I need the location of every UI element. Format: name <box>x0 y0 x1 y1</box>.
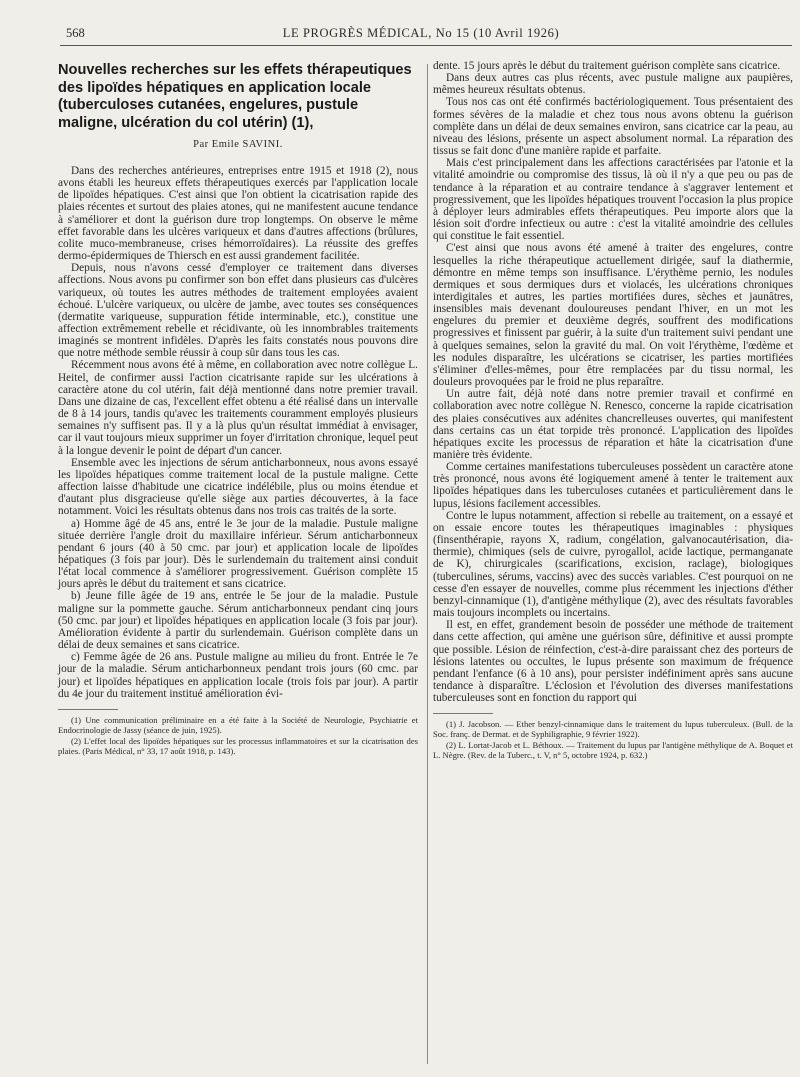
right-column <box>433 60 793 761</box>
paragraph: Tous nos cas ont été confirmés bactériologiquement. Tous présentaient des formes sévères de la maladie et chez tous nous avons obtenu la guérison complète dans un délai de deux semaines environ, sans cicatrice car la peau, au niveau des lésions, présente un aspect absolument normal. La réparation des tissus se fait donc d'une manière rapide et parfaite. <box>433 96 793 158</box>
paragraph: Depuis, nous n'avons cessé d'employer ce traitement dans diverses affections. Nous avons pu confirmer son bon effet dans plusieurs cas d'ulcères variqueux, où toutes les autres méthodes de traitement employées avaient échoué. L'ulcère variqueux, ou ulcère de jambe, avec toutes ses conséquences (dermatite variqueuse, suppuration fétide interminable, etc.), constitue une affection extrêmement rebelle et récidivante, où les innombrables traitements imaginés se montrent infidèles. D'après les faits constatés nous pouvons dire que notre méthode semble réussir à coup sûr dans tous les cas. <box>58 262 418 360</box>
left-column <box>58 60 418 757</box>
paragraph: Mais c'est principalement dans les affections caractérisées par l'atonie et la vitalité amoindrie ou compromise des tissus, là où il n'y a que peu ou pas de tendance à la réparation et au contraire tendance à s'aggraver lentement et progressivement, que les lipoïdes hépatiques trouvent l'occasion la plus propice à déployer leurs admirables effets thérapeutiques. Peu importe alors que la lésion soit d'ordre infectieux ou autre : c'est la vitalité amoindrie des cellules qui constitue le fait essentiel. <box>433 157 793 243</box>
page-number: 568 <box>66 26 85 40</box>
running-header <box>66 24 776 46</box>
footnote: (1) J. Jacobson. — Ether benzyl-cinnamique dans le traitement du lupus tuberculeux. (Bull. de la Soc. franç. de Dermat. et de Syphiligraphie, 9 février 1922). <box>433 719 793 740</box>
paragraph: Un autre fait, déjà noté dans notre premier travail et confirmé en collaboration avec notre collègue N. Renesco, concerne la rapide cicatrisation des plaies consécutives aux adénites chancrelleuses ouvertes, qui manifestent dans certains cas un état torpide très prononcé. L'application des lipoïdes hépatiques excite les processus de réparation et hâte la cicatrisation d'une manière très évidente. <box>433 388 793 461</box>
paragraph: Récemment nous avons été à même, en collaboration avec notre collègue L. Heitel, de confirmer aussi l'action cicatrisante rapide sur les ulcérations à caractère atone du col utérin, fait déjà mentionné dans notre premier travail. Dans une dizaine de cas, l'excellent effet obtenu a été réalisé dans un intervalle de 8 à 14 jours, tandis qu'avec les traitements couramment employés plusieurs semaines n'y suffisent pas. Il y a là plus qu'un résultat immédiat à envisager, car il vaut toujours mieux supprimer un foyer d'irritation chronique, lequel peut à la longue devenir le point de départ d'un cancer. <box>58 359 418 457</box>
case-item: a) Homme âgé de 45 ans, entré le 3e jour de la maladie. Pustule maligne située derrière l'angle droit du maxillaire inférieur. Sérum anticharbonneux pendant 6 jours (40 à 50 cmc. par jour) et application locale de lipoïdes hépatiques (3 fois par jour). Dès le surlendemain du traitement ainsi conduit l'état local commence à s'améliorer progressivement. Guérison complète 15 jours après le début du traitement et sans cicatrice. <box>58 517 418 591</box>
paragraph: C'est ainsi que nous avons été amené à traiter des engelures, contre lesquelles la riche thérapeutique actuellement dirigée, sauf la diathermie, démontre en même temps son insuffisance. L'érythème pernio, les nodules dermiques et sous dermiques durs et violacés, les ulcérations chroniques interdigitales et autres, les parties mortifiées dures, sèches et jaunâtres, insensibles mais devenant douloureuses pendant l'hiver, en un mot les engelures du premier et deuxième degrés, souffrent des modifications progressives et finissent par guérir, à la suite d'un traitement suivi pendant une à quelques semaines, selon la gravité du mal. On voit l'érythème, l'œdème et les nodules disparaître, les ulcérations se cicatriser, les parties mortifiées s'éliminer d'elles-mêmes, pour être remplacées par du tissu normal, les douleurs provoquées par le froid ne plus reparaître. <box>433 242 793 389</box>
article-author: Par Emile SAVINI. <box>193 138 283 150</box>
article-title: Nouvelles recherches sur les effets thérapeutiques des lipoïdes hépatiques en application locale (tuberculoses cutanées, engelures, pustule maligne, ulcération du col utérin) (1), <box>58 62 412 132</box>
column-divider <box>427 64 428 1064</box>
paragraph: Ensemble avec les injections de sérum anticharbonneux, nous avons essayé les lipoïdes hépatiques comme traitement local de la pustule maligne. Cette affection laisse d'habitude une cicatrice indélébile, plus ou moins étendue et d'autant plus disgracieuse qu'elle siège aux parties découvertes, à la face notamment. Voici les résultats obtenus dans nos trois cas traités de la sorte. <box>58 456 418 518</box>
paragraph: Dans deux autres cas plus récents, avec pustule maligne aux paupières, mêmes heureux résultats obtenus. <box>433 72 793 97</box>
paragraph: Comme certaines manifestations tuberculeuses possèdent un caractère atone très prononcé, nous avons été logiquement amené à tenter le traitement aux lipoïdes hépatiques dans les tuberculoses cutanées et particulièrement dans le lupus, lésions facilement accessibles. <box>433 461 793 510</box>
footnote: (2) L'effet local des lipoïdes hépatiques sur les processus inflammatoires et sur la cicatrisation des plaies. (Paris Médical, n° 33, 17 août 1918, p. 143). <box>58 735 418 756</box>
footnote-rule <box>433 713 493 714</box>
paragraph: Contre le lupus notamment, affection si rebelle au traitement, on a essayé et on essaie encore toutes les thérapeutiques imaginables : physiques (finsenthérapie, rayons X, radium, congélation, galvanocautérisation, diathermie), chimiques (sels de cuivre, pyrogallol, acide lactique, permanganate de K), chirurgicales (scarifications, excision, raclage), biologiques (tuberculines, sérums, vaccins) avec des succès variables. C'est pourquoi on ne cesse d'en essayer de nouvelles, comme plus récemment les injections d'éther benzyl-cinnamique (1), d'antigène méthylique (2), avec des résultats favorables mais toujours incomplets ou incertains. <box>433 509 793 620</box>
footnote-rule <box>58 709 118 710</box>
journal-title: LE PROGRÈS MÉDICAL, No 15 (10 Avril 1926) <box>282 26 560 40</box>
footnote: (2) L. Lortat-Jacob et L. Béthoux. — Traitement du lupus par l'antigène méthylique de A. Boquet et L. Nègre. (Rev. de la Tuberc., t. V, n° 5, octobre 1924, p. 632.) <box>433 740 793 761</box>
paragraph: Dans des recherches antérieures, entreprises entre 1915 et 1918 (2), nous avons établi les heureux effets thérapeutiques exercés par l'application locale de lipoïdes hépatiques. C'est ainsi que l'on obtient la cicatrisation rapide des plaies récentes et surtout des plaies atones, qui ne manifestent aucune tendance à s'améliorer et dont la guérison dure trop longtemps. On observe le même effet favorable dans les ulcères variqueux et dans d'autres affections (brûlures, colite muco-membraneuse, crises hémorroïdaires). La réussite des greffes dermo-épidermiques de Thiersch en est aussi grandement facilitée. <box>58 164 418 263</box>
footnote: (1) Une communication préliminaire en a été faite à la Société de Neurologie, Psychiatrie et Endocrinologie de Jassy (séance de juin, 1925). <box>58 714 418 735</box>
case-item: c) Femme âgée de 26 ans. Pustule maligne au milieu du front. Entrée le 7e jour de la maladie. Sérum anticharbonneux pendant trois jours (60 cmc. par jour) et lipoïdes hépatiques en application locale (trois fois par jour). A partir du 4e jour du traitement institué amélioration évi- <box>58 651 418 700</box>
paragraph: Il est, en effet, grandement besoin de posséder une méthode de traitement dans cette affection, qui amène une guérison sûre, définitive et aussi prompte que possible. Lésion de réinfection, c'est-à-dire paraissant chez des porteurs de lésions latentes ou occultes, le lupus présente son maximum de fréquence pendant l'enfance (6 à 10 ans), pour persister indéfiniment après sans aucune tendance à disparaître. L'éclosion et l'évolution des diverses manifestations tuberculeuses sont en fonction du rapport qui <box>433 619 793 705</box>
paragraph: dente. 15 jours après le début du traitement guérison complète sans cicatrice. <box>433 60 781 72</box>
header-rule <box>60 45 792 46</box>
case-list <box>58 518 418 700</box>
case-item: b) Jeune fille âgée de 19 ans, entrée le 5e jour de la maladie. Pustule maligne sur la pommette gauche. Sérum anticharbonneux pendant cinq jours (50 cmc. par jour) et lipoïdes hépatiques en application locale (3 fois par jour). Amélioration évidente à partir du surlendemain. Guérison complète dans un délai de deux semaines et sans cicatrice. <box>58 590 418 652</box>
